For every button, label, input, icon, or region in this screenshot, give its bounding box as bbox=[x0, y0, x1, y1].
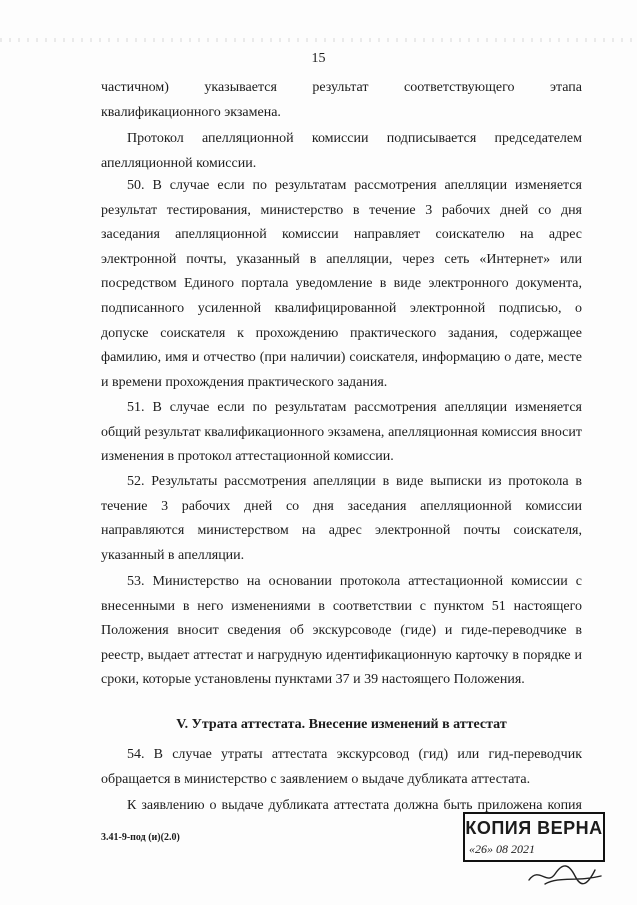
paragraph-52-text: 52. Результаты рассмотрения апелляции в виде выписки из протокола в течение 3 рабочих дней со дня заседания апелляционной комиссии направляются министерством на адрес электронной почты соискателя, указанный в апелляции. bbox=[101, 474, 582, 563]
protocol-signed-paragraph: Протокол апелляционной комиссии подписывается председателем апелляционной комиссии. bbox=[101, 131, 582, 171]
continuation-line-2: квалификационного экзамена. bbox=[101, 104, 281, 120]
handwritten-signature bbox=[525, 856, 605, 892]
scan-artifact-line bbox=[0, 38, 637, 42]
paragraph-52 bbox=[101, 470, 582, 568]
paragraph-50 bbox=[101, 174, 582, 395]
paragraph-53 bbox=[101, 570, 582, 693]
section-v-heading: V. Утрата аттестата. Внесение изменений в аттестат bbox=[176, 717, 507, 732]
continuation-block bbox=[101, 76, 582, 176]
paragraph-54 bbox=[101, 743, 582, 792]
stamp-title: КОПИЯ ВЕРНА bbox=[465, 818, 603, 838]
page-number: 15 bbox=[311, 51, 326, 66]
document-code: 3.41-9-под (и)(2.0) bbox=[101, 832, 180, 843]
copy-certified-stamp bbox=[463, 812, 605, 862]
paragraph-50-text: 50. В случае если по результатам рассмотрения апелляции изменяется результат тестирования, министерство в течение 3 рабочих дней со дня заседания апелляционной комиссии направляет соискателю на адрес электронной почты, указанный в апелляции, через сеть «Интернет» или посредством Единого портала уведомление в виде электронного документа, подписанного усиленной квалифицированной электронной подписью, о допуске соискателя к прохождению практического задания, содержащее фамилию, имя и отчество (при наличии) соискателя, информацию о дате, месте и времени прохождения практического задания. bbox=[101, 178, 582, 390]
paragraph-53-text: 53. Министерство на основании протокола аттестационной комиссии с внесенными в него изменениями в соответствии с пунктом 51 настоящего Положения вносит сведения об экскурсоводе (гиде) и гиде-переводчике в реестр, выдает аттестат и нагрудную идентификационную карточку в порядке и сроки, которые установлены пунктами 37 и 39 настоящего Положения. bbox=[101, 574, 582, 688]
paragraph-51 bbox=[101, 396, 582, 470]
stamp-date: «26» 08 2021 bbox=[469, 842, 535, 856]
tail-paragraph-text: К заявлению о выдаче дубликата аттестата должна быть приложена копия bbox=[127, 798, 582, 813]
paragraph-54-text: 54. В случае утраты аттестата экскурсовод (гид) или гид-переводчик обращается в министерство с заявлением о выдаче дубликата аттестата. bbox=[101, 747, 582, 787]
paragraph-51-text: 51. В случае если по результатам рассмотрения апелляции изменяется общий результат квалификационного экзамена, апелляционная комиссия вносит изменения в протокол аттестационной комиссии. bbox=[101, 400, 582, 465]
continuation-line-1: частичном) указывается результат соответствующего этапа bbox=[101, 80, 582, 95]
